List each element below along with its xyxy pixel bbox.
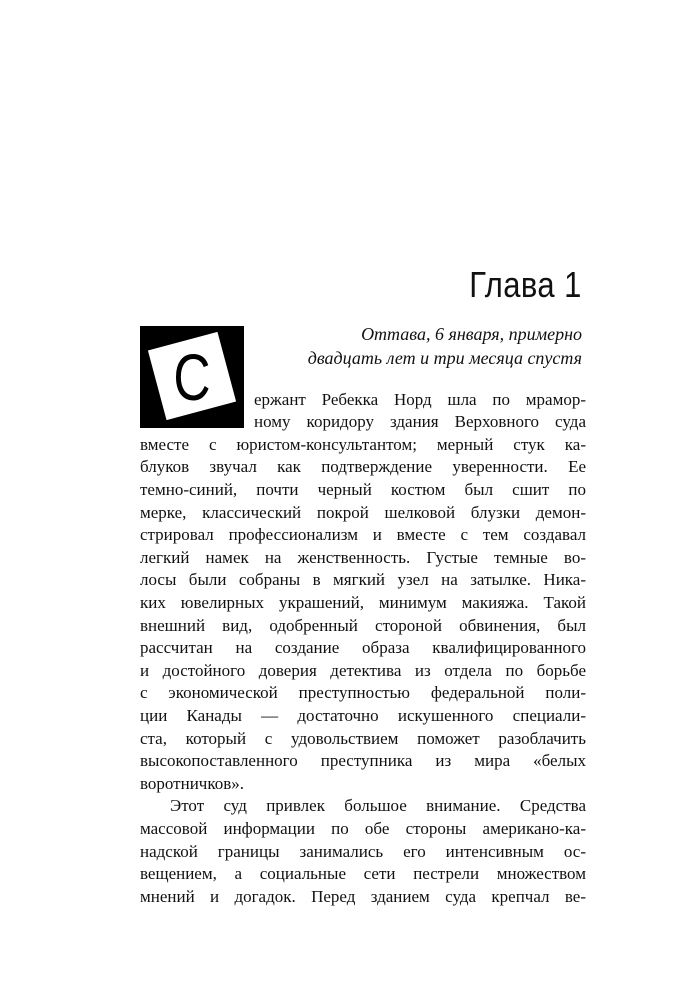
text-line: ции Канады — достаточно искушенного специали- — [140, 706, 586, 725]
text-line: вместе с юристом-консультантом; мерный стук ка- — [140, 435, 586, 454]
chapter-title: Глава 1 — [469, 264, 582, 305]
text-line: воротничков». — [140, 774, 245, 793]
text-line: мнений и догадок. Перед зданием суда крепчал ве- — [140, 887, 586, 906]
text-line: мерке, классический покрой шелковой блузки демон- — [140, 503, 586, 522]
text-line: массовой информации по обе стороны американо-ка- — [140, 819, 586, 838]
text-line: внешний вид, одобренный стороной обвинения, был — [140, 616, 586, 635]
text-line: легкий намек на женственность. Густые темные во- — [140, 548, 586, 567]
text-line: темно-синий, почти черный костюм был сшит по — [140, 480, 586, 499]
text-line: ких ювелирных украшений, минимум макияжа. Такой — [140, 593, 586, 612]
text-line: блуков звучал как подтверждение уверенности. Ее — [140, 457, 586, 476]
drop-cap-letter: С — [173, 340, 211, 414]
epigraph — [308, 322, 582, 370]
text-line: с экономической преступностью федеральной поли- — [140, 683, 586, 702]
text-line: ержант Ребекка Норд шла по мрамор- — [254, 390, 586, 409]
text-line: вещением, а социальные сети пестрели множеством — [140, 864, 586, 883]
epigraph-line: Оттава, 6 января, примерно — [361, 324, 582, 344]
text-line: ста, который с удовольствием поможет разоблачить — [140, 729, 586, 748]
text-line: надской границы занимались его интенсивным ос- — [140, 842, 586, 861]
text-line: высокопоставленного преступника из мира «белых — [140, 751, 586, 770]
text-line: и достойного доверия детектива из отдела по борьбе — [140, 661, 586, 680]
text-line: Этот суд привлек большое внимание. Средства — [170, 796, 586, 815]
text-line: ному коридору здания Верховного суда — [254, 412, 586, 431]
text-line: стрировал профессионализм и вместе с тем создавал — [140, 525, 586, 544]
text-line: рассчитан на создание образа квалифицированного — [140, 638, 586, 657]
epigraph-line: двадцать лет и три месяца спустя — [307, 348, 582, 368]
drop-cap — [140, 326, 244, 428]
text-line: лосы были собраны в мягкий узел на затылке. Ника- — [140, 570, 586, 589]
